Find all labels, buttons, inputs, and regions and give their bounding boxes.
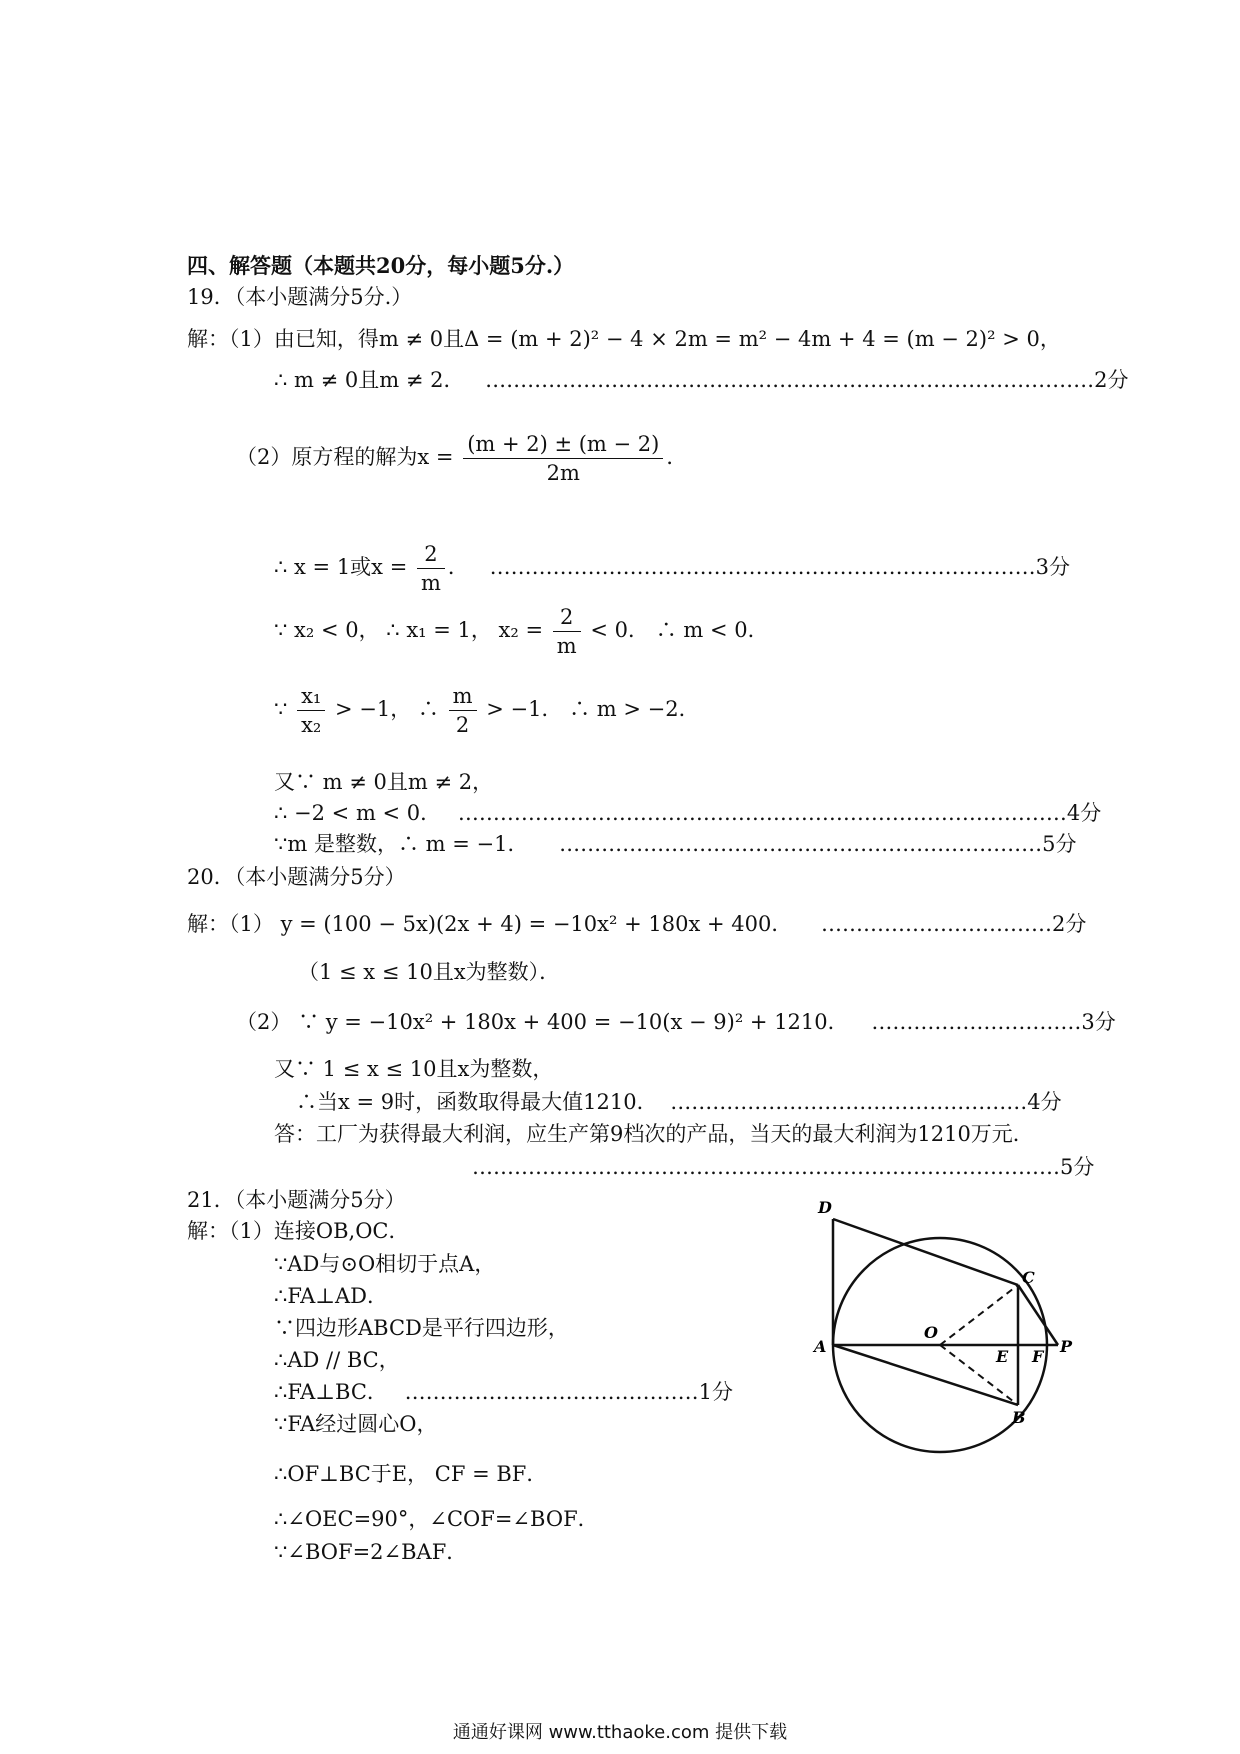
q19-discriminant: 由已知，得m ≠ 0且Δ = (m + 2)² − 4 × 2m = m² − 4m + 4 = (m − 2)² > 0， bbox=[273, 327, 1061, 351]
q19-roots-num: 2 bbox=[417, 540, 445, 569]
q19-part2 bbox=[236, 430, 687, 487]
q20-answer: 答：工厂为获得最大利润，应生产第9档次的产品，当天的最大利润为1210万元． bbox=[274, 1122, 1034, 1146]
q19-c2-pre: ∵ bbox=[274, 697, 288, 721]
label-b: B bbox=[1012, 1408, 1026, 1427]
q21-l4: ∵四边形ABCD是平行四边形， bbox=[274, 1316, 569, 1340]
q21-l8: ∴OF⊥BC于E， CF = BF． bbox=[274, 1462, 548, 1486]
label-c: C bbox=[1022, 1268, 1035, 1287]
q19-c2-num: x₁ bbox=[297, 682, 325, 711]
label-o: O bbox=[924, 1323, 938, 1342]
q19-roots-den: m bbox=[421, 571, 441, 595]
q19-cond-1 bbox=[274, 603, 769, 660]
q21-l6-text: ∴FA⊥BC． bbox=[274, 1380, 388, 1404]
segment-ab bbox=[833, 1345, 1018, 1405]
q20-vertex-form: ∵ y = −10x² + 180x + 400 = −10(x − 9)² + 1210． bbox=[298, 1010, 849, 1034]
q21-score-1: ……………………………………1分 bbox=[404, 1380, 733, 1404]
q19-roots-fraction bbox=[417, 540, 445, 597]
q20-profit-function: y = (100 − 5x)(2x + 4) = −10x² + 180x + 400． bbox=[280, 912, 793, 936]
q21-l9: ∴∠OEC=90°，∠COF=∠BOF． bbox=[274, 1507, 599, 1531]
q20-score-2: ……………………………2分 bbox=[821, 912, 1087, 936]
q19-conclusion-1 bbox=[274, 366, 1129, 394]
q19-frac-num: (m + 2) ± (m − 2) bbox=[463, 430, 663, 459]
q19-solution-fraction bbox=[463, 430, 663, 487]
q19-part2-label: （2） bbox=[236, 445, 292, 469]
q19-also: 又∵ m ≠ 0且m ≠ 2， bbox=[274, 770, 494, 794]
q19-c1-pre: ∵ x₂ < 0， ∴ x₁ = 1， x₂ = bbox=[274, 618, 544, 642]
q19-c2-num2: m bbox=[449, 682, 477, 711]
q20-also: 又∵ 1 ≤ x ≤ 10且x为整数， bbox=[274, 1057, 554, 1081]
q21-line-1 bbox=[187, 1217, 409, 1245]
segment-oc bbox=[940, 1285, 1018, 1345]
q19-c2-den2: 2 bbox=[455, 713, 470, 737]
q19-int-text: ∵m 是整数，∴ m = −1． bbox=[274, 832, 529, 856]
q20-max-text: ∴当x = 9时，函数取得最大值1210． bbox=[296, 1090, 658, 1114]
q19-c2-fraction-2 bbox=[449, 682, 477, 739]
q19-integer bbox=[274, 830, 1077, 858]
q19-solution-line-1 bbox=[187, 325, 1061, 353]
q21-l6 bbox=[274, 1378, 733, 1406]
q21-geometry-diagram bbox=[800, 1195, 1090, 1465]
q21-l2: ∵AD与⊙O相切于点A， bbox=[274, 1252, 496, 1276]
q20-part2 bbox=[236, 1008, 1116, 1036]
q19-c1-den: m bbox=[556, 634, 577, 658]
q20-part1 bbox=[187, 910, 1086, 938]
q19-sol-prefix: 解： bbox=[187, 327, 229, 351]
q19-concl-text: ∴ m ≠ 0且m ≠ 2． bbox=[274, 368, 465, 392]
q19-c1-post: < 0． ∴ m < 0． bbox=[590, 618, 769, 642]
label-p: P bbox=[1060, 1337, 1073, 1356]
q19-part1-label: （1） bbox=[229, 327, 274, 351]
q20-max bbox=[296, 1088, 1062, 1116]
q21-l1: 连接OB,OC． bbox=[273, 1219, 410, 1243]
section-header: 四、解答题（本题共20分，每小题5分.） bbox=[187, 253, 575, 278]
label-f: F bbox=[1032, 1347, 1044, 1366]
q20-sol-prefix: 解： bbox=[187, 912, 229, 936]
q21-l10: ∵∠BOF=2∠BAF． bbox=[274, 1540, 468, 1564]
q19-score-5: ……………………………………………………………5分 bbox=[559, 832, 1077, 856]
q19-roots-post: ． bbox=[447, 555, 469, 579]
q19-score-4: ……………………………………………………………………………4分 bbox=[457, 801, 1102, 825]
q19-range bbox=[274, 799, 1101, 827]
q20-domain: （1 ≤ x ≤ 10且x为整数）． bbox=[298, 960, 561, 984]
q19-c2-fraction-1 bbox=[297, 682, 325, 739]
q21-l7: ∵FA经过圆心O， bbox=[274, 1412, 438, 1436]
q19-header: 19．（本小题满分5分.） bbox=[187, 285, 413, 309]
q20-part1-label: （1） bbox=[229, 912, 274, 936]
q19-roots bbox=[274, 540, 1070, 597]
q19-score-3: ……………………………………………………………………3分 bbox=[489, 555, 1070, 579]
segment-cp bbox=[1018, 1285, 1058, 1345]
segment-dc bbox=[833, 1219, 1018, 1285]
q20-score-3: …………………………3分 bbox=[871, 1010, 1116, 1034]
q19-c2-den: x₂ bbox=[301, 713, 322, 737]
q21-l5: ∴AD // BC， bbox=[274, 1348, 400, 1372]
q19-cond-2 bbox=[274, 682, 700, 739]
q19-part2-intro: 原方程的解为x = bbox=[291, 445, 454, 469]
q21-sol-prefix: 解： bbox=[187, 1219, 229, 1243]
q20-part2-label: （2） bbox=[236, 1010, 292, 1034]
q21-header: 21．（本小题满分5分） bbox=[187, 1188, 406, 1212]
q19-frac-den: 2m bbox=[546, 461, 580, 485]
q19-roots-pre: ∴ x = 1或x = bbox=[274, 555, 408, 579]
q21-l3: ∴FA⊥AD． bbox=[274, 1284, 389, 1308]
q20-score-5: …………………………………………………………………………5分 bbox=[472, 1155, 1095, 1179]
label-e: E bbox=[996, 1347, 1009, 1366]
q20-header: 20．（本小题满分5分） bbox=[187, 865, 406, 889]
footer-download-note: 通通好课网 www.tthaoke.com 提供下载 bbox=[452, 1722, 788, 1743]
q19-part2-end: ． bbox=[666, 445, 688, 469]
q19-c1-fraction bbox=[553, 603, 581, 660]
q19-c2-mid: > −1， ∴ bbox=[335, 697, 439, 721]
label-d: D bbox=[818, 1198, 832, 1217]
q20-score-4: ……………………………………………4分 bbox=[670, 1090, 1062, 1114]
q19-range-text: ∴ −2 < m < 0． bbox=[274, 801, 442, 825]
q21-part1-label: （1） bbox=[229, 1219, 274, 1243]
q19-c1-num: 2 bbox=[553, 603, 581, 632]
q19-c2-post: > −1． ∴ m > −2． bbox=[486, 697, 700, 721]
q19-score-2: ……………………………………………………………………………2分 bbox=[485, 368, 1129, 392]
label-a: A bbox=[814, 1337, 827, 1356]
